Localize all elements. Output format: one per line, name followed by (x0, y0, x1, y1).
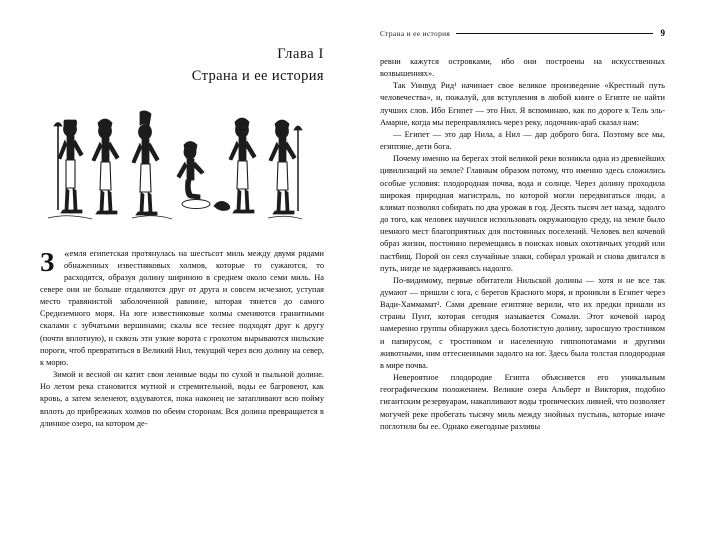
running-head-title: Страна и ее история (380, 28, 451, 38)
paragraph-dialogue: — Египет — это дар Нила, а Нил — дар доброго бога. Поэтому все мы, египтяне, дети бога. (380, 129, 665, 152)
page-number: 9 (660, 28, 665, 38)
paragraph: Почему именно на берегах этой великой реки возникла одна из древнейших цивилизаций на земле? Главным образом потому, что именно здесь сложились особые условия: плодородная почва, вода и солнце. Через долину проходила широкая природная магистраль, по которой могли передвигаться люди, а климат позволял собирать по два урожая в год. Десять тысяч лет назад, задолго до того, как человек научился использовать окружающую среду, на земле было немного мест благоприятных для постоянных поселений. Человек вел кочевой образ жизни, постоянно перемещаясь в поисках новых охотничьих угодий или пастбищ. Порой он сеял случайные злаки, собирал урожай и снова двигался в путь, нигде не задерживаясь надолго. (380, 154, 665, 273)
chapter-title: Страна и ее история (191, 67, 324, 84)
open-quote: « (64, 247, 70, 260)
paragraph: Невероятное плодородие Египта объясняется его уникальным географическим положением. Великие озера Альберт и Виктория, подобно гигантским резервуарам, накапливают воды тропических ливней, что позволяет могучей реке пробегать тысячу миль между знойных пустынь, которые иначе поглотили бы ее. Однако ежегодные разливы (380, 373, 665, 431)
drop-cap-letter: З (40, 246, 55, 277)
paragraph: Зимой и весной он катит свои ленивые воды по сухой и пыльной долине. Но летом река становится мутной и стремительной, воды ее багровеют, как кровь, а затем зеленеют, вздуваются, пока наконец не затапливают всю пойму вплоть до прибрежных холмов по обеим сторонам. Вся долина превращается в длинное озеро, на котором де- (40, 370, 324, 428)
paragraph-text: емля египетская протянулась на шестьсот миль между двумя рядами обнаженных известняковых холмов, которые то сужаются, то расходятся, образуя долину шириною в среднем около семи миль. На севере они не больше отдаляются друг от друга и совсем исчезают, уступая место травянистой заболоченной равнине, которая тянется до самого Средиземного моря. На юге известняковые холмы сменяются гранитными скалами с зубчатыми вершинами; скалы все теснее подходят друг к другу (почти вплотную), и сквозь эти узкие ворота с грохотом вырываются нильские пороги, чтоб превратиться в Великий Нил, текущий через всю долину на север, к морю. (40, 248, 324, 367)
running-head-rule (456, 33, 652, 34)
drop-cap-wrap (40, 246, 62, 277)
paragraph: По-видимому, первые обитатели Нильской долины — хотя и не все так думают — пришли с юга, с берегов Красного моря, и проникли в Египет через Вади-Хаммамат². Сами древние египтяне верили, что их предки пришли из страны Пунт, которая сегодня называется Сомали. Этот кочевой народ намеренно группы обнаружил здесь болотистую долину, заросшую тростником и папирусом, с тростником и населенную гиппопотамами и другими животными, ним оттесненными задолго на юг. Здесь была толстая плодородная в мире почва. (380, 275, 665, 370)
paragraph: Так Уинвуд Рид¹ начинает свое великое произведение «Крестный путь человечества», и, пожалуй, для вступления в любой книге о Египте не найти лучших слов. Ибо Египет — это Нил. Я вспоминаю, как по дороге к Тель эль-Амарне, когда мы переправлялись через реку, лодочник-араб сказал нам: (380, 81, 665, 127)
egyptian-figures-illustration (36, 110, 322, 234)
right-page-body (380, 56, 665, 433)
running-head (380, 26, 665, 40)
paragraph-continuation: ревни кажутся островками, ибо они построены на искусственных возвышениях». (380, 57, 665, 79)
right-page (352, 0, 705, 540)
chapter-heading (40, 44, 324, 88)
chapter-number: Глава I (277, 46, 324, 62)
left-page (0, 0, 352, 540)
paragraph-dropcap (40, 248, 324, 370)
left-page-body (40, 248, 324, 430)
